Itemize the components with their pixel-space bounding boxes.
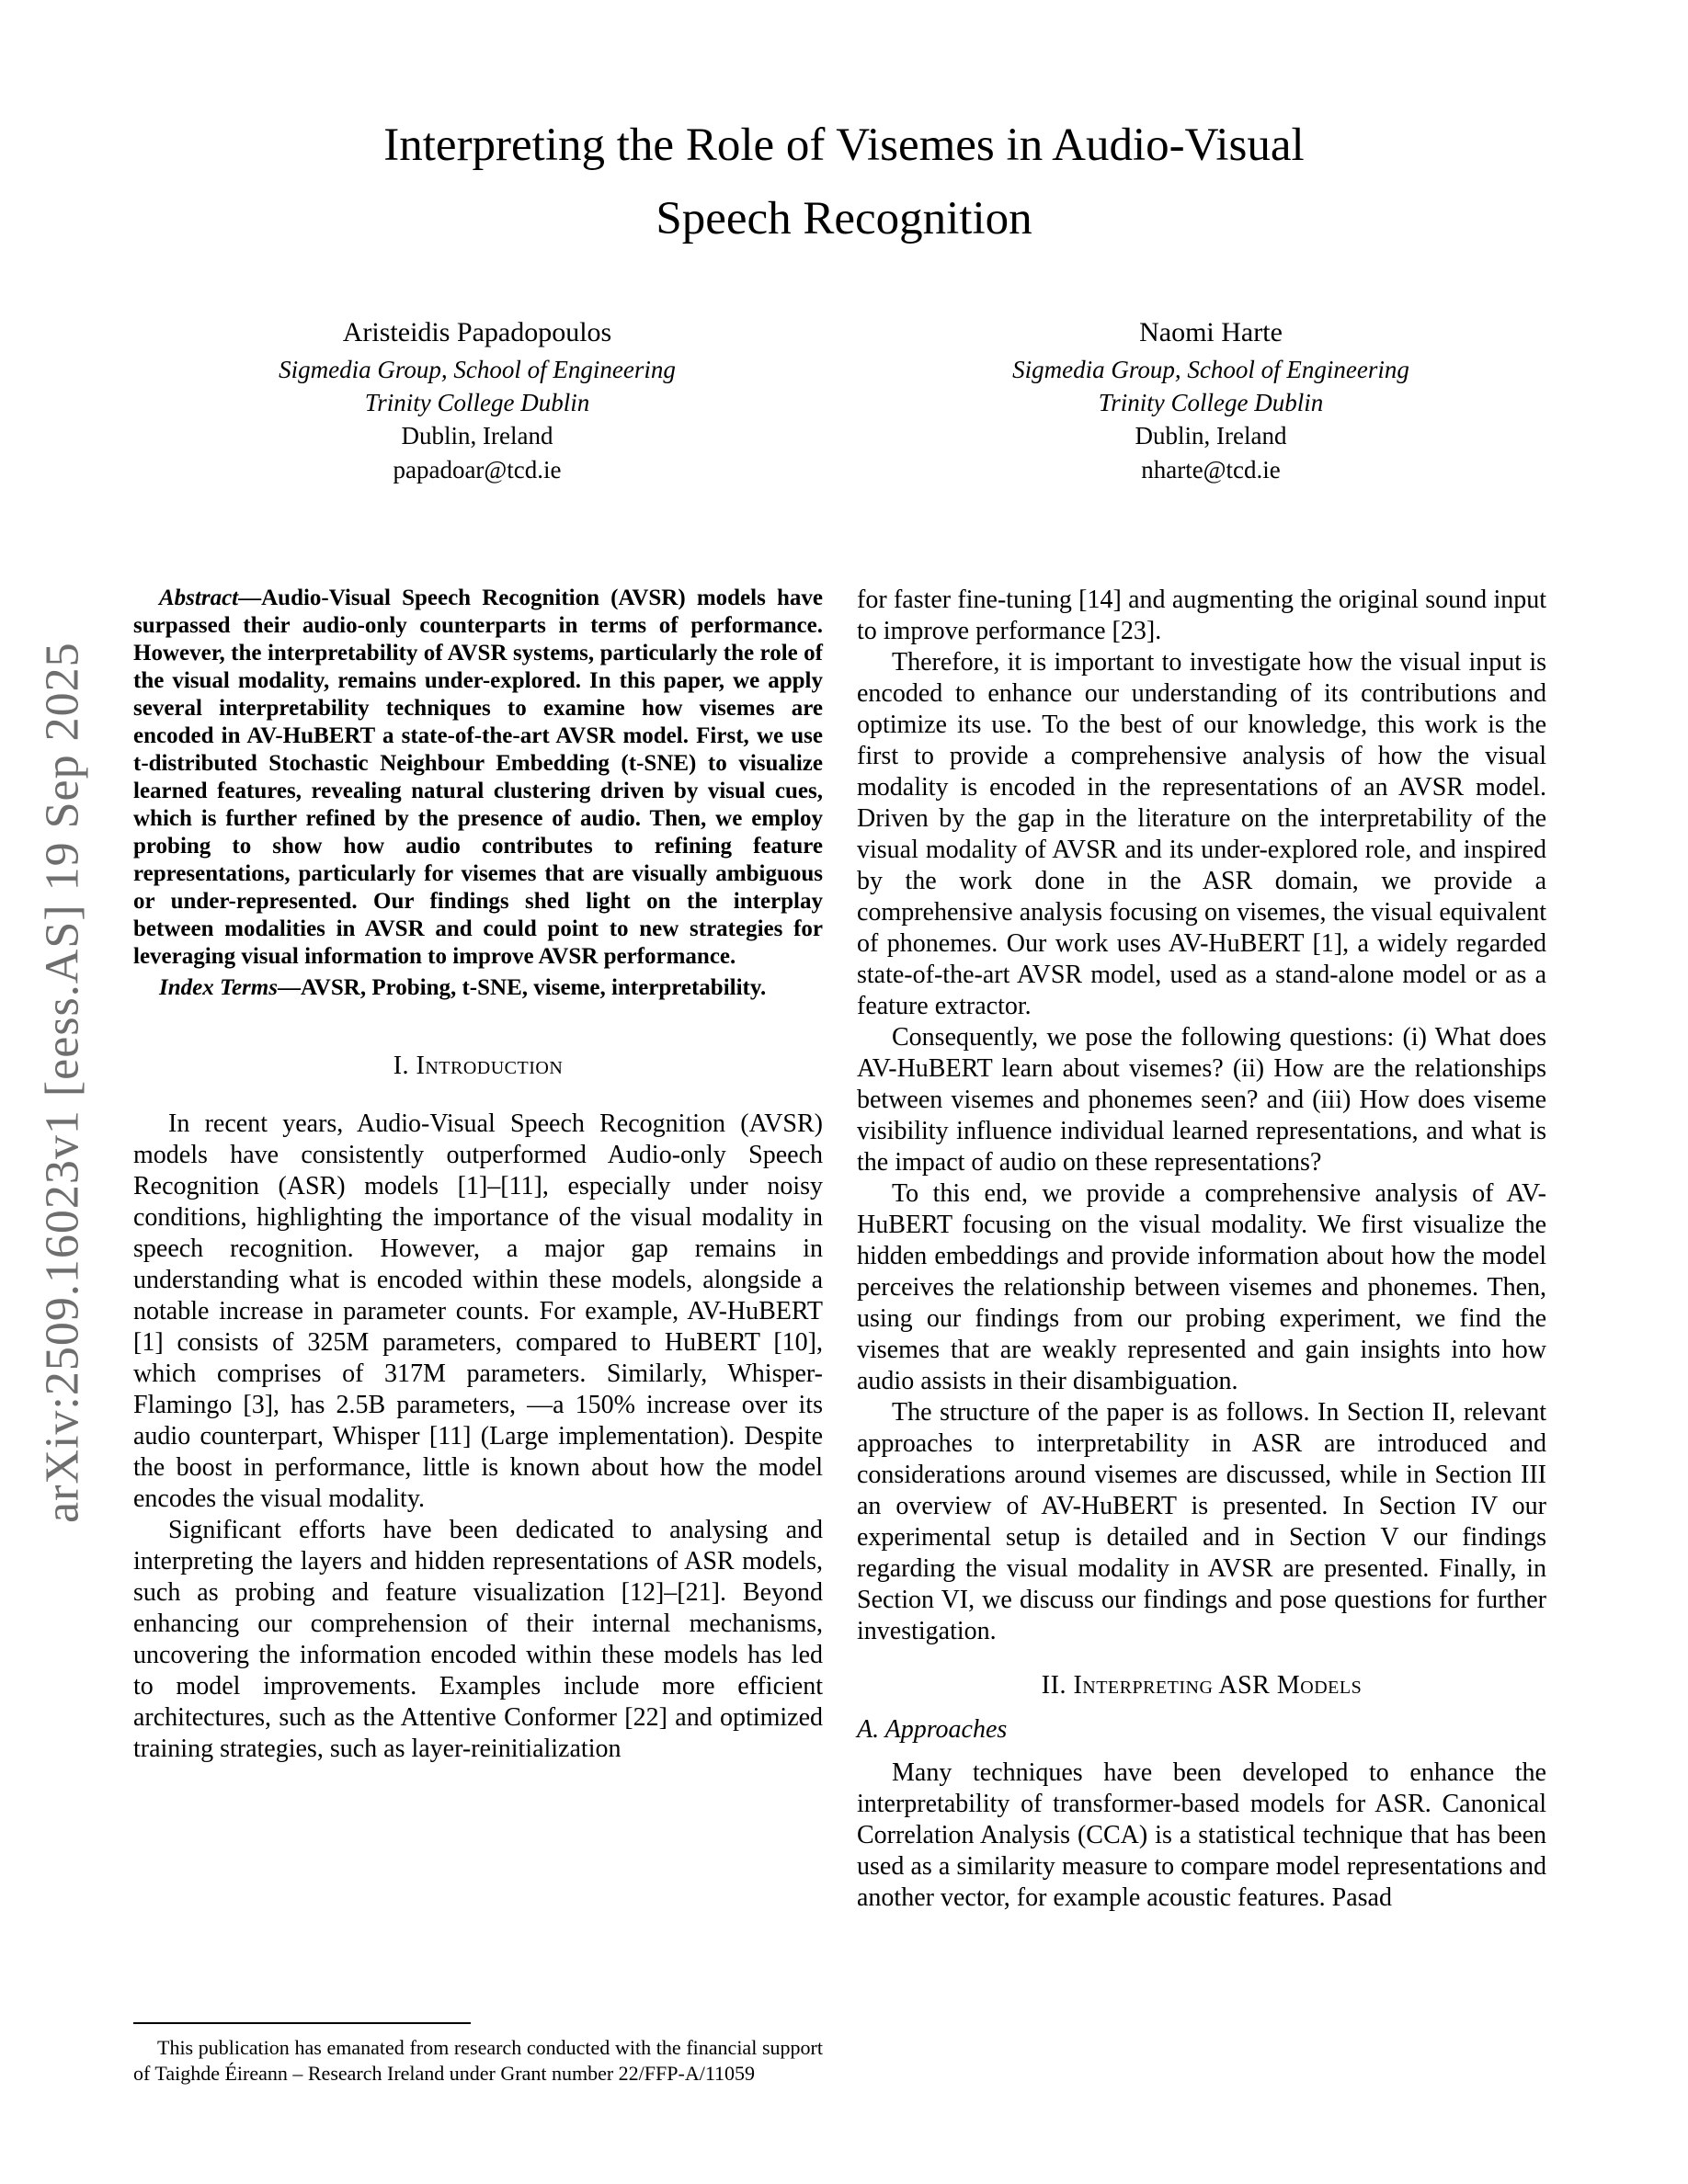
- authors-row: [110, 314, 1578, 486]
- author-1-institution: Trinity College Dublin: [364, 389, 590, 416]
- abstract-label: Abstract: [159, 586, 239, 610]
- author-2-email: nharte@tcd.ie: [1141, 456, 1281, 483]
- abstract-text: —Audio-Visual Speech Recognition (AVSR) models have surpassed their audio-only counterparts in terms of performance. However, the interpretability of AVSR systems, particularly the role of the visual modality, remains under-explored. In this paper, we apply several interpretability techniques to examine how visemes are encoded in AV-HuBERT a state-of-the-art AVSR model. First, we use t-distributed Stochastic Neighbour Embedding (t-SNE) to visualize learned features, revealing natural clustering driven by visual cues, which is further refined by the presence of audio. Then, we employ probing to show how audio contributes to refining feature representations, particularly for visemes that are visually ambiguous or under-represented. Our findings shed light on the interplay between modalities in AVSR and could point to new strategies for leveraging visual information to improve AVSR performance.: [133, 586, 823, 969]
- section-2-heading: II. Interpreting ASR Models: [1041, 1671, 1363, 1700]
- author-1-name: Aristeidis Papadopoulos: [342, 317, 612, 347]
- abstract-paragraph: [133, 585, 823, 971]
- section-1-heading: I. Introduction: [393, 1052, 564, 1080]
- author-block-2: [844, 314, 1578, 486]
- arxiv-watermark: arXiv:2509.16023v1 [eess.AS] 19 Sep 2025: [36, 642, 89, 1524]
- author-2-name: Naomi Harte: [1139, 317, 1283, 347]
- intro-paragraph-2: Significant efforts have been dedicated to analysing and interpreting the layers and hidden representations of ASR models, such as probing and feature visualization [12]–[21]. Beyond enhancing our comprehension of their internal mechanisms, uncovering the information encoded within these models has led to model improvements. Examples include more efficient architectures, such as the Attentive Conformer [22] and optimized training strategies, such as layer-reinitialization: [133, 1516, 823, 1763]
- paper-header: [0, 108, 1688, 256]
- author-1-affiliation: Sigmedia Group, School of Engineering: [279, 356, 676, 383]
- intro-paragraph-5: To this end, we provide a comprehensive analysis of AV-HuBERT focusing on the visual modality. We first visualize the hidden embeddings and provide information about how the model perceives the relationship between visemes and phonemes. Then, using our findings from our probing experiment, we find the visemes that are weakly represented and gain insights into how audio assists in their disambiguation.: [857, 1179, 1546, 1395]
- author-2-affiliation: Sigmedia Group, School of Engineering: [1012, 356, 1409, 383]
- author-2-location: Dublin, Ireland: [1135, 422, 1287, 449]
- footnote-block: [133, 2022, 823, 2087]
- index-terms-text: —AVSR, Probing, t-SNE, viseme, interpretability.: [277, 975, 767, 1000]
- author-1-email: papadoar@tcd.ie: [393, 456, 562, 483]
- paper-title: [0, 108, 1688, 256]
- body-columns: [133, 585, 1546, 1914]
- paper-title-line2: Speech Recognition: [656, 193, 1032, 245]
- author-1-location: Dublin, Ireland: [401, 422, 553, 449]
- author-2-institution: Trinity College Dublin: [1098, 389, 1324, 416]
- intro-paragraph-6: The structure of the paper is as follows. In Section II, relevant approaches to interpretability in ASR are introduced and considerations around visemes are discussed, while in Section III an overview of AV-HuBERT is presented. In Section IV our experimental setup is detailed and in Section V our findings regarding the visual modality in AVSR are presented. Finally, in Section VI, we discuss our findings and pose questions for further investigation.: [857, 1398, 1546, 1645]
- index-terms-paragraph: [133, 974, 823, 1002]
- footnote-rule: [133, 2022, 471, 2024]
- section-2a-heading: A. Approaches: [857, 1715, 1008, 1744]
- left-column: [133, 585, 823, 1765]
- intro-paragraph-3: Therefore, it is important to investigate how the visual input is encoded to enhance our understanding of its contributions and optimize its use. To the best of our knowledge, this work is the first to provide a comprehensive analysis of how the visual modality is encoded in the representations of an AVSR model. Driven by the gap in the literature on the interpretability of the visual modality of AVSR and its under-explored role, and inspired by the work done in the ASR domain, we provide a comprehensive analysis focusing on visemes, the visual equivalent of phonemes. Our work uses AV-HuBERT [1], a widely regarded state-of-the-art AVSR model, used as a stand-alone model or as a feature extractor.: [857, 648, 1546, 1020]
- intro-paragraph-2-continued: for faster fine-tuning [14] and augmenting the original sound input to improve performance [23].: [857, 586, 1546, 645]
- right-column: [857, 585, 1546, 1914]
- index-terms-label: Index Terms: [159, 975, 278, 1000]
- author-block-1: [110, 314, 844, 486]
- intro-paragraph-4: Consequently, we pose the following questions: (i) What does AV-HuBERT learn about visemes? (ii) How are the relationships between visemes and phonemes seen? and (iii) How does viseme visibility influence individual learned representations, and what is the impact of audio on these representations?: [857, 1023, 1546, 1177]
- paper-title-line1: Interpreting the Role of Visemes in Audio-Visual: [383, 119, 1305, 171]
- approaches-paragraph-1: Many techniques have been developed to enhance the interpretability of transformer-based models for ASR. Canonical Correlation Analysis (CCA) is a statistical technique that has been used as a similarity measure to compare model representations and another vector, for example acoustic features. Pasad: [857, 1758, 1546, 1912]
- footnote-text: This publication has emanated from research conducted with the financial support of Taighde Éireann – Research Ireland under Grant number 22/FFP-A/11059: [133, 2036, 823, 2085]
- intro-paragraph-1: In recent years, Audio-Visual Speech Recognition (AVSR) models have consistently outperformed Audio-only Speech Recognition (ASR) models [1]–[11], especially under noisy conditions, highlighting the importance of the visual modality in speech recognition. However, a major gap remains in understanding what is encoded within these models, alongside a notable increase in parameter counts. For example, AV-HuBERT [1] consists of 325M parameters, compared to HuBERT [10], which comprises of 317M parameters. Similarly, Whisper-Flamingo [3], has 2.5B parameters, —a 150% increase over its audio counterpart, Whisper [11] (Large implementation). Despite the boost in performance, little is known about how the model encodes the visual modality.: [133, 1109, 823, 1513]
